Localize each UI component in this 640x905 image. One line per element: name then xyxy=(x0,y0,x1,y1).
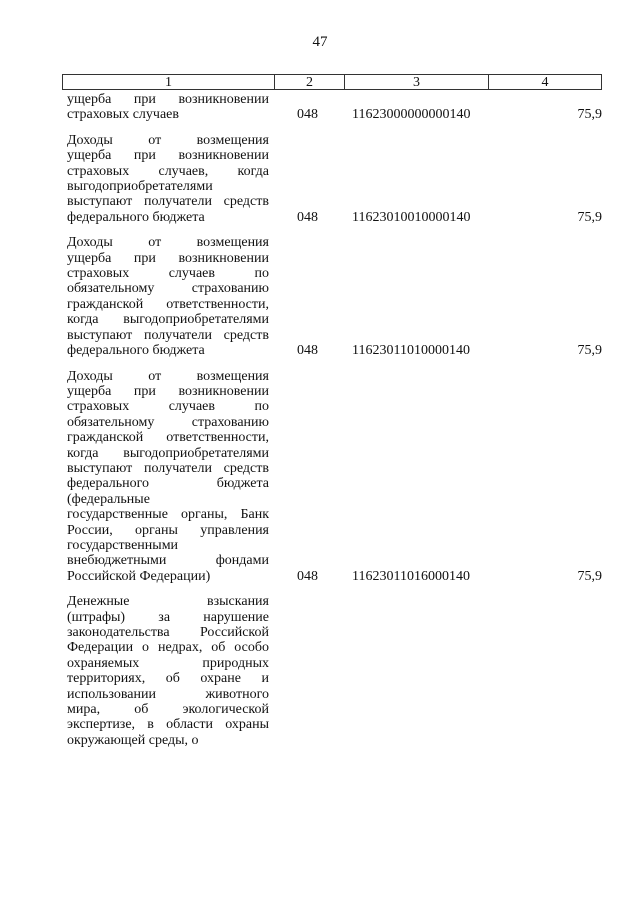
description-line: государственными xyxy=(67,537,179,553)
column-header-3: 3 xyxy=(344,75,488,89)
description-line: ущерба при возникновении xyxy=(67,383,269,399)
table-row xyxy=(67,594,607,748)
description-line: выступают получатели средств xyxy=(67,327,269,343)
description-line: когда выгодоприобретателями xyxy=(67,445,269,461)
description-line: внебюджетными фондами xyxy=(67,553,269,569)
description-line: страховых случаев по xyxy=(67,266,269,282)
table-row xyxy=(67,92,607,123)
row-description xyxy=(67,594,269,748)
kbk-code: 11623000000000140 xyxy=(352,107,471,123)
column-header-2: 2 xyxy=(274,75,344,89)
description-line: Российской Федерации) xyxy=(67,568,211,584)
description-line: (штрафы) за нарушение xyxy=(67,609,269,625)
description-line: федерального бюджета xyxy=(67,476,269,492)
row-description xyxy=(67,369,269,585)
description-line: Федерации о недрах, об особо xyxy=(67,640,269,656)
description-line: гражданской ответственности, xyxy=(67,296,269,312)
description-line: окружающей среды, о xyxy=(67,732,199,748)
description-line: Доходы от возмещения xyxy=(67,132,269,148)
description-line: (федеральные xyxy=(67,491,150,507)
table-row xyxy=(67,133,607,225)
description-line: обязательному страхованию xyxy=(67,414,269,430)
admin-code: 048 xyxy=(297,568,318,584)
table-body xyxy=(67,92,607,758)
table-row xyxy=(67,235,607,358)
description-line: выступают получатели средств xyxy=(67,460,269,476)
table-row xyxy=(67,369,607,585)
admin-code: 048 xyxy=(297,107,318,123)
description-line: выгодоприобретателями xyxy=(67,179,213,195)
description-line: мира, об экологической xyxy=(67,702,269,718)
description-line: выступают получатели средств xyxy=(67,194,269,210)
description-line: ущерба при возникновении xyxy=(67,250,269,266)
description-line: страховых случаев, когда xyxy=(67,163,269,179)
description-line: России, органы управления xyxy=(67,522,269,538)
description-line: ущерба при возникновении xyxy=(67,92,269,107)
description-line: законодательства Российской xyxy=(67,625,269,640)
column-header-1: 1 xyxy=(165,75,172,90)
kbk-code: 11623011016000140 xyxy=(352,568,470,584)
description-line: обязательному страхованию xyxy=(67,281,269,297)
kbk-code: 11623011010000140 xyxy=(352,343,470,359)
description-line: страховых случаев по xyxy=(67,399,269,415)
kbk-code: 11623010010000140 xyxy=(352,209,471,225)
row-description xyxy=(67,92,269,123)
description-line: использовании животного xyxy=(67,686,269,702)
description-line: экспертизе, в области охраны xyxy=(67,717,269,733)
table-column-header xyxy=(62,74,602,90)
row-description xyxy=(67,235,269,358)
description-line: гражданской ответственности, xyxy=(67,430,269,446)
row-description xyxy=(67,133,269,225)
column-header-4: 4 xyxy=(488,75,601,89)
description-line: Доходы от возмещения xyxy=(67,368,269,384)
description-line: территориях, об охране и xyxy=(67,671,269,687)
description-line: федерального бюджета xyxy=(67,343,205,359)
amount: 75,9 xyxy=(577,209,602,225)
description-line: федерального бюджета xyxy=(67,209,205,225)
description-line: ущерба при возникновении xyxy=(67,148,269,164)
description-line: Денежные взыскания xyxy=(67,594,269,610)
description-line: государственные органы, Банк xyxy=(67,507,269,523)
amount: 75,9 xyxy=(577,343,602,359)
admin-code: 048 xyxy=(297,343,318,359)
admin-code: 048 xyxy=(297,209,318,225)
description-line: страховых случаев xyxy=(67,107,179,123)
amount: 75,9 xyxy=(577,568,602,584)
description-line: когда выгодоприобретателями xyxy=(67,312,269,328)
description-line: Доходы от возмещения xyxy=(67,235,269,251)
description-line: охраняемых природных xyxy=(67,655,269,671)
amount: 75,9 xyxy=(577,107,602,123)
page-number: 47 xyxy=(312,34,328,50)
